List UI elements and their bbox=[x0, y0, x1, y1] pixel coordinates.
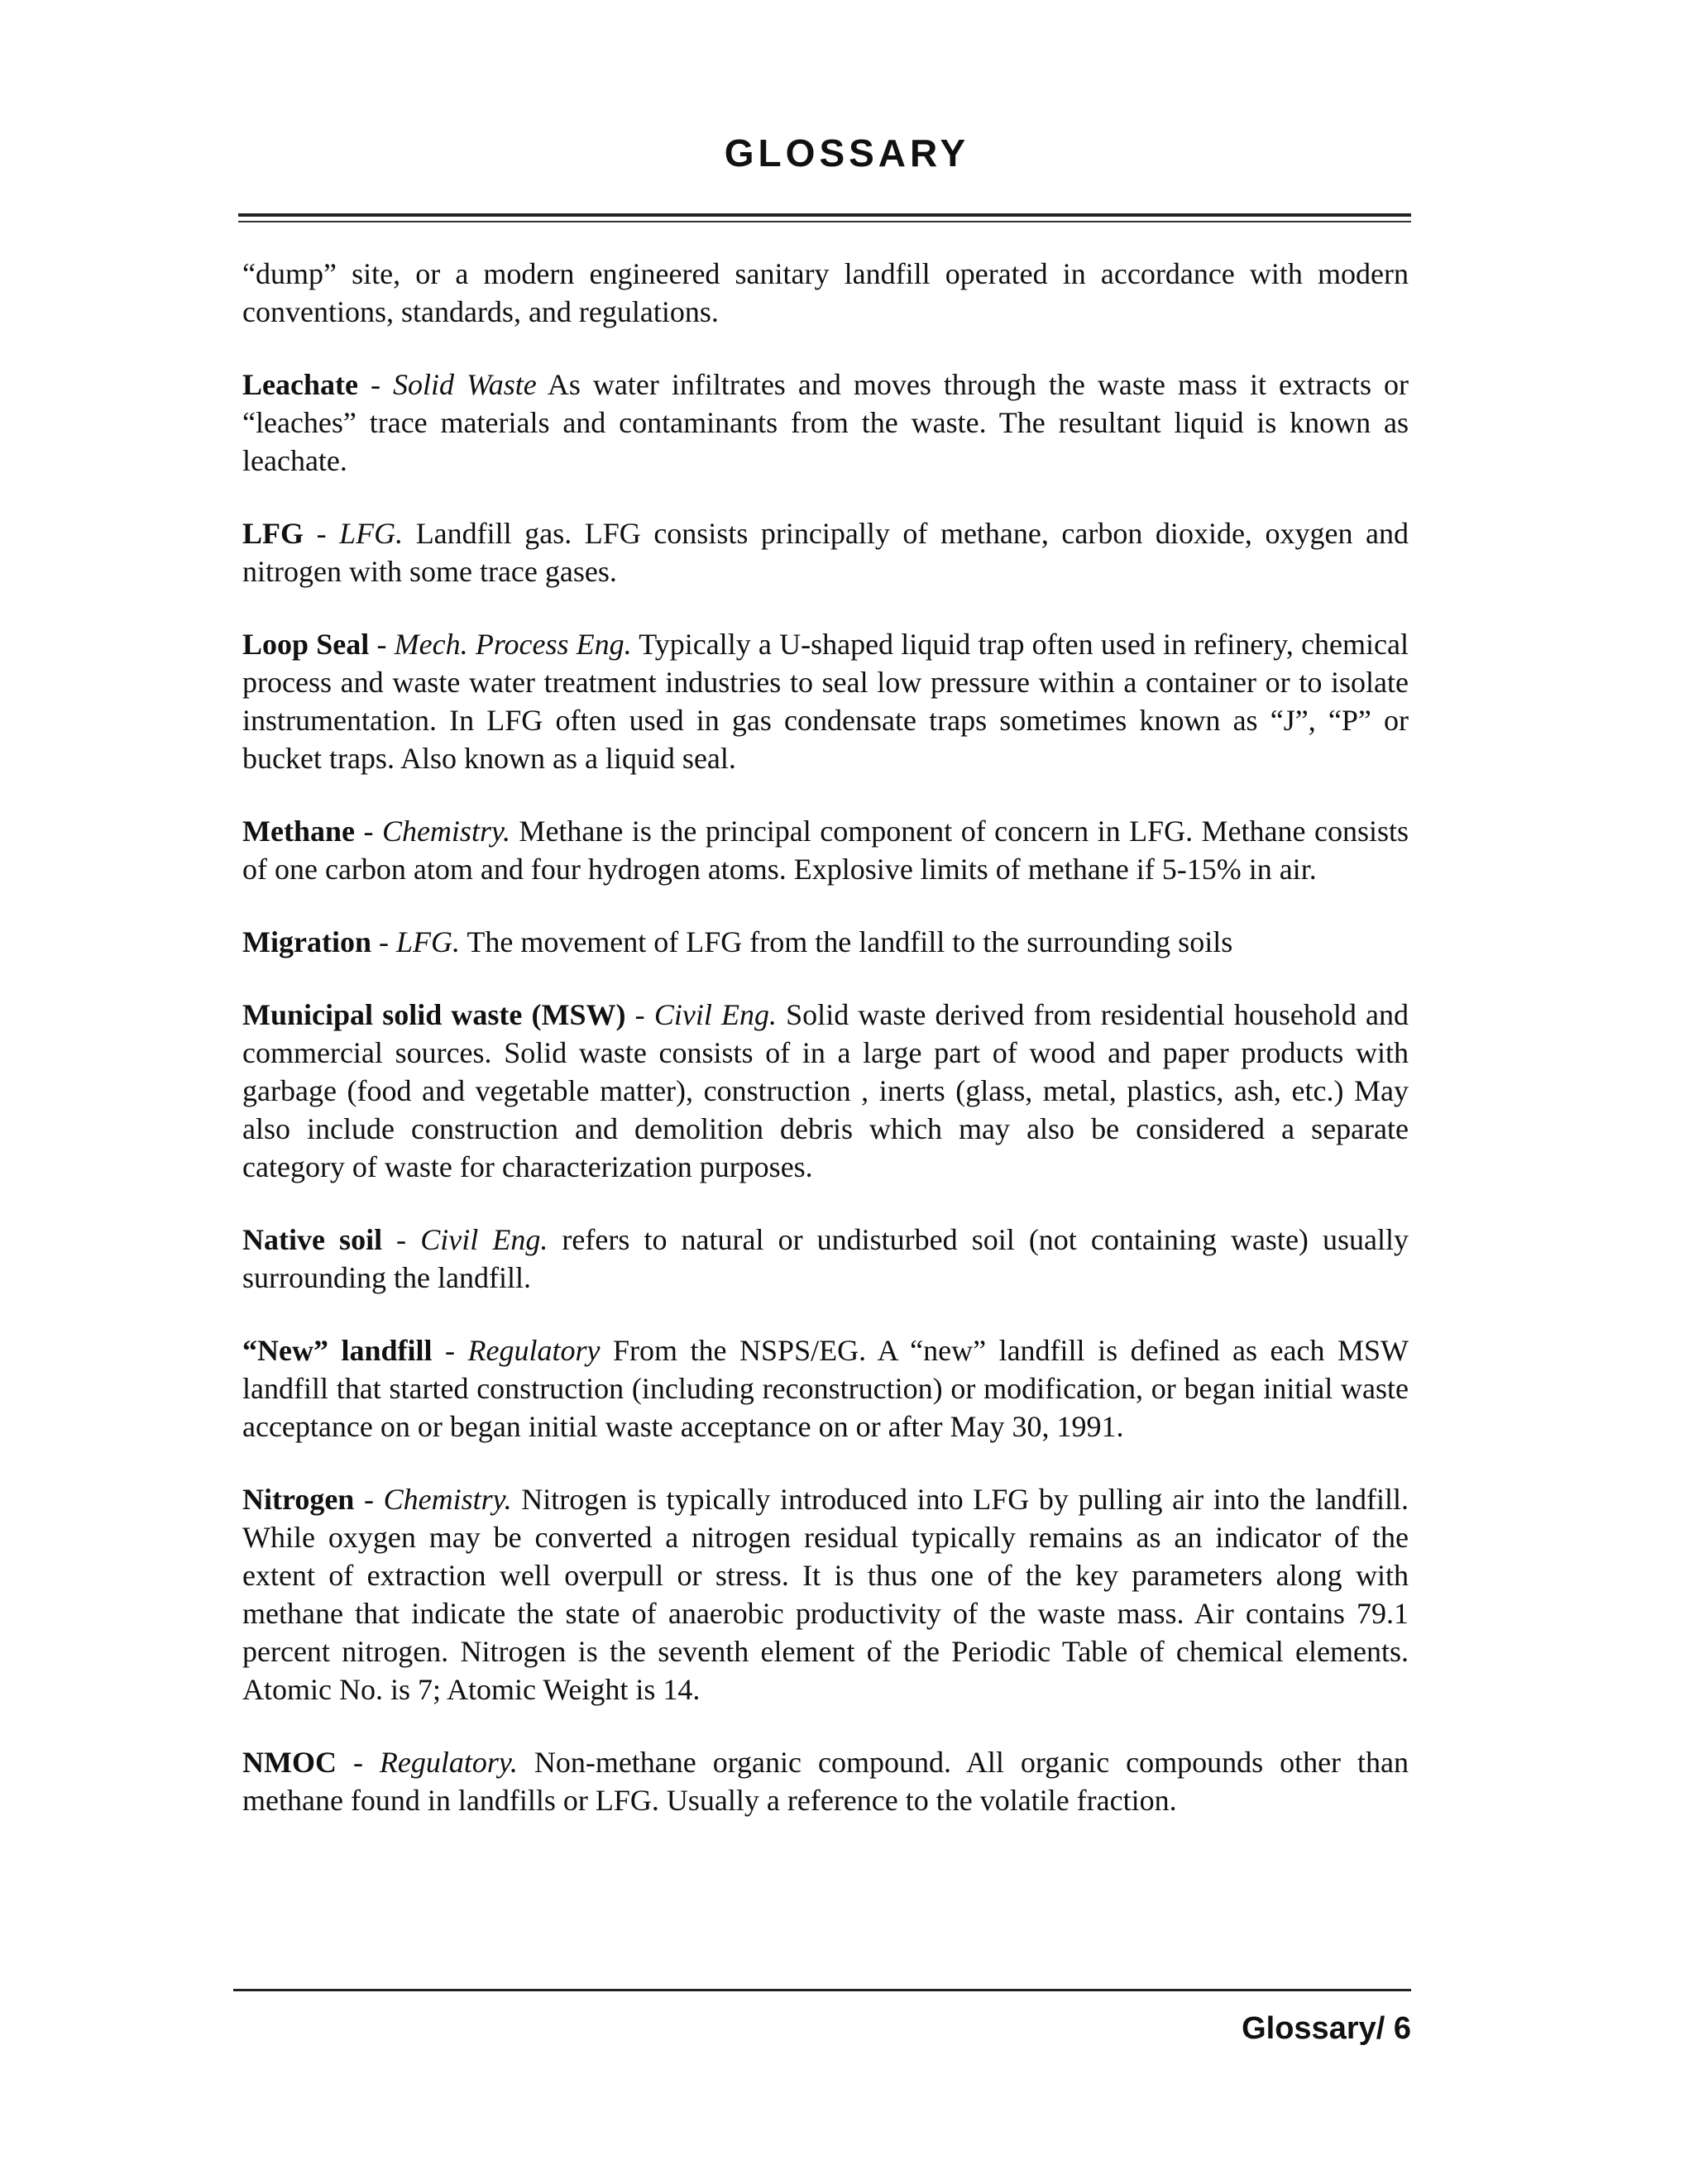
entry-definition: Non-methane organic compound. All organic compounds other than methane found in landfills or LFG. Usually a reference to the volatile fraction. bbox=[242, 1746, 1409, 1817]
entry-definition: The movement of LFG from the landfill to the surrounding soils bbox=[460, 925, 1233, 958]
entry-separator: - bbox=[371, 925, 396, 958]
entry-category: Chemistry. bbox=[381, 815, 510, 848]
entry-category: Civil Eng. bbox=[653, 998, 777, 1031]
page-number-label: Glossary/ 6 bbox=[1242, 2011, 1411, 2046]
glossary-entry bbox=[242, 1480, 1409, 1708]
entry-definition: As water infiltrates and moves through the waste mass it extracts or “leaches” trace materials and contaminants from the waste. The resultant liquid is known as leachate. bbox=[242, 368, 1409, 477]
entry-separator: - bbox=[336, 1746, 380, 1779]
entry-term: LFG bbox=[242, 517, 304, 550]
entry-term: Loop Seal bbox=[242, 628, 370, 661]
entry-separator: - bbox=[382, 1223, 421, 1256]
entry-definition: Landfill gas. LFG consists principally of methane, carbon dioxide, oxygen and nitrogen with some trace gases. bbox=[242, 517, 1409, 588]
entry-separator: - bbox=[625, 998, 654, 1031]
glossary-body bbox=[242, 255, 1409, 1854]
entry-separator: - bbox=[304, 517, 340, 550]
glossary-entry bbox=[242, 1331, 1409, 1446]
glossary-entry bbox=[242, 1221, 1409, 1297]
entry-term: NMOC bbox=[242, 1746, 337, 1779]
entry-definition: Nitrogen is typically introduced into LFG by pulling air into the landfill. While oxygen may be converted a nitrogen residual typically remains as an indicator of the extent of extraction well overpull or stress. It is thus one of the key parameters along with methane that indicate the state of anaerobic productivity of the waste mass. Air contains 79.1 percent nitrogen. Nitrogen is the seventh element of the Periodic Table of chemical elements. Atomic No. is 7; Atomic Weight is 14. bbox=[242, 1483, 1409, 1706]
entry-category: LFG. bbox=[339, 517, 404, 550]
entry-term: Methane bbox=[242, 815, 355, 848]
footer-divider bbox=[233, 1989, 1411, 1991]
glossary-entry bbox=[242, 996, 1409, 1186]
glossary-entry bbox=[242, 923, 1409, 961]
glossary-entry bbox=[242, 366, 1409, 480]
glossary-entry bbox=[242, 1743, 1409, 1819]
glossary-entry bbox=[242, 514, 1409, 590]
entry-separator: - bbox=[354, 1483, 384, 1516]
entry-category: Regulatory. bbox=[379, 1746, 518, 1779]
entry-separator: - bbox=[369, 628, 395, 661]
entry-term: Municipal solid waste (MSW) bbox=[242, 998, 626, 1031]
entry-separator: - bbox=[357, 368, 394, 401]
entry-category: Civil Eng. bbox=[420, 1223, 548, 1256]
entry-term: “New” landfill bbox=[242, 1334, 433, 1367]
entry-separator: - bbox=[354, 815, 382, 848]
entry-category: Solid Waste bbox=[393, 368, 537, 401]
entry-term: Migration bbox=[242, 925, 371, 958]
entry-category: Mech. Process Eng. bbox=[394, 628, 632, 661]
entry-term: Native soil bbox=[242, 1223, 383, 1256]
entry-definition: Methane is the principal component of concern in LFG. Methane consists of one carbon atom and four hydrogen atoms. Explosive limits of methane if 5-15% in air. bbox=[242, 815, 1409, 886]
glossary-entry bbox=[242, 812, 1409, 888]
entry-definition: refers to natural or undisturbed soil (not containing waste) usually surrounding the landfill. bbox=[242, 1223, 1409, 1294]
entry-term: Leachate bbox=[242, 368, 358, 401]
entry-category: Regulatory bbox=[467, 1334, 601, 1367]
entry-category: Chemistry. bbox=[383, 1483, 512, 1516]
intro-paragraph: “dump” site, or a modern engineered sanitary landfill operated in accordance with modern conventions, standards, and regulations. bbox=[242, 257, 1409, 328]
page-title: GLOSSARY bbox=[724, 131, 970, 174]
glossary-entry bbox=[242, 625, 1409, 777]
entry-term: Nitrogen bbox=[242, 1483, 355, 1516]
header-divider bbox=[238, 213, 1411, 222]
entry-definition: Solid waste derived from residential household and commercial sources. Solid waste consists of in a large part of wood and paper products with garbage (food and vegetable matter), construction , inerts (glass, metal, plastics, ash, etc.) May also include construction and demolition debris which may also be considered a separate category of waste for characterization purposes. bbox=[242, 998, 1409, 1183]
entry-definition: Typically a U-shaped liquid trap often used in refinery, chemical process and waste water treatment industries to seal low pressure within a container or to isolate instrumentation. In LFG often used in gas condensate traps sometimes known as “J”, “P” or bucket traps. Also known as a liquid seal. bbox=[242, 628, 1409, 775]
entry-separator: - bbox=[432, 1334, 468, 1367]
entry-definition: From the NSPS/EG. A “new” landfill is defined as each MSW landfill that started construction (including reconstruction) or modification, or began initial waste acceptance on or began initial waste acceptance on or after May 30, 1991. bbox=[242, 1334, 1409, 1443]
entry-category: LFG. bbox=[395, 925, 460, 958]
